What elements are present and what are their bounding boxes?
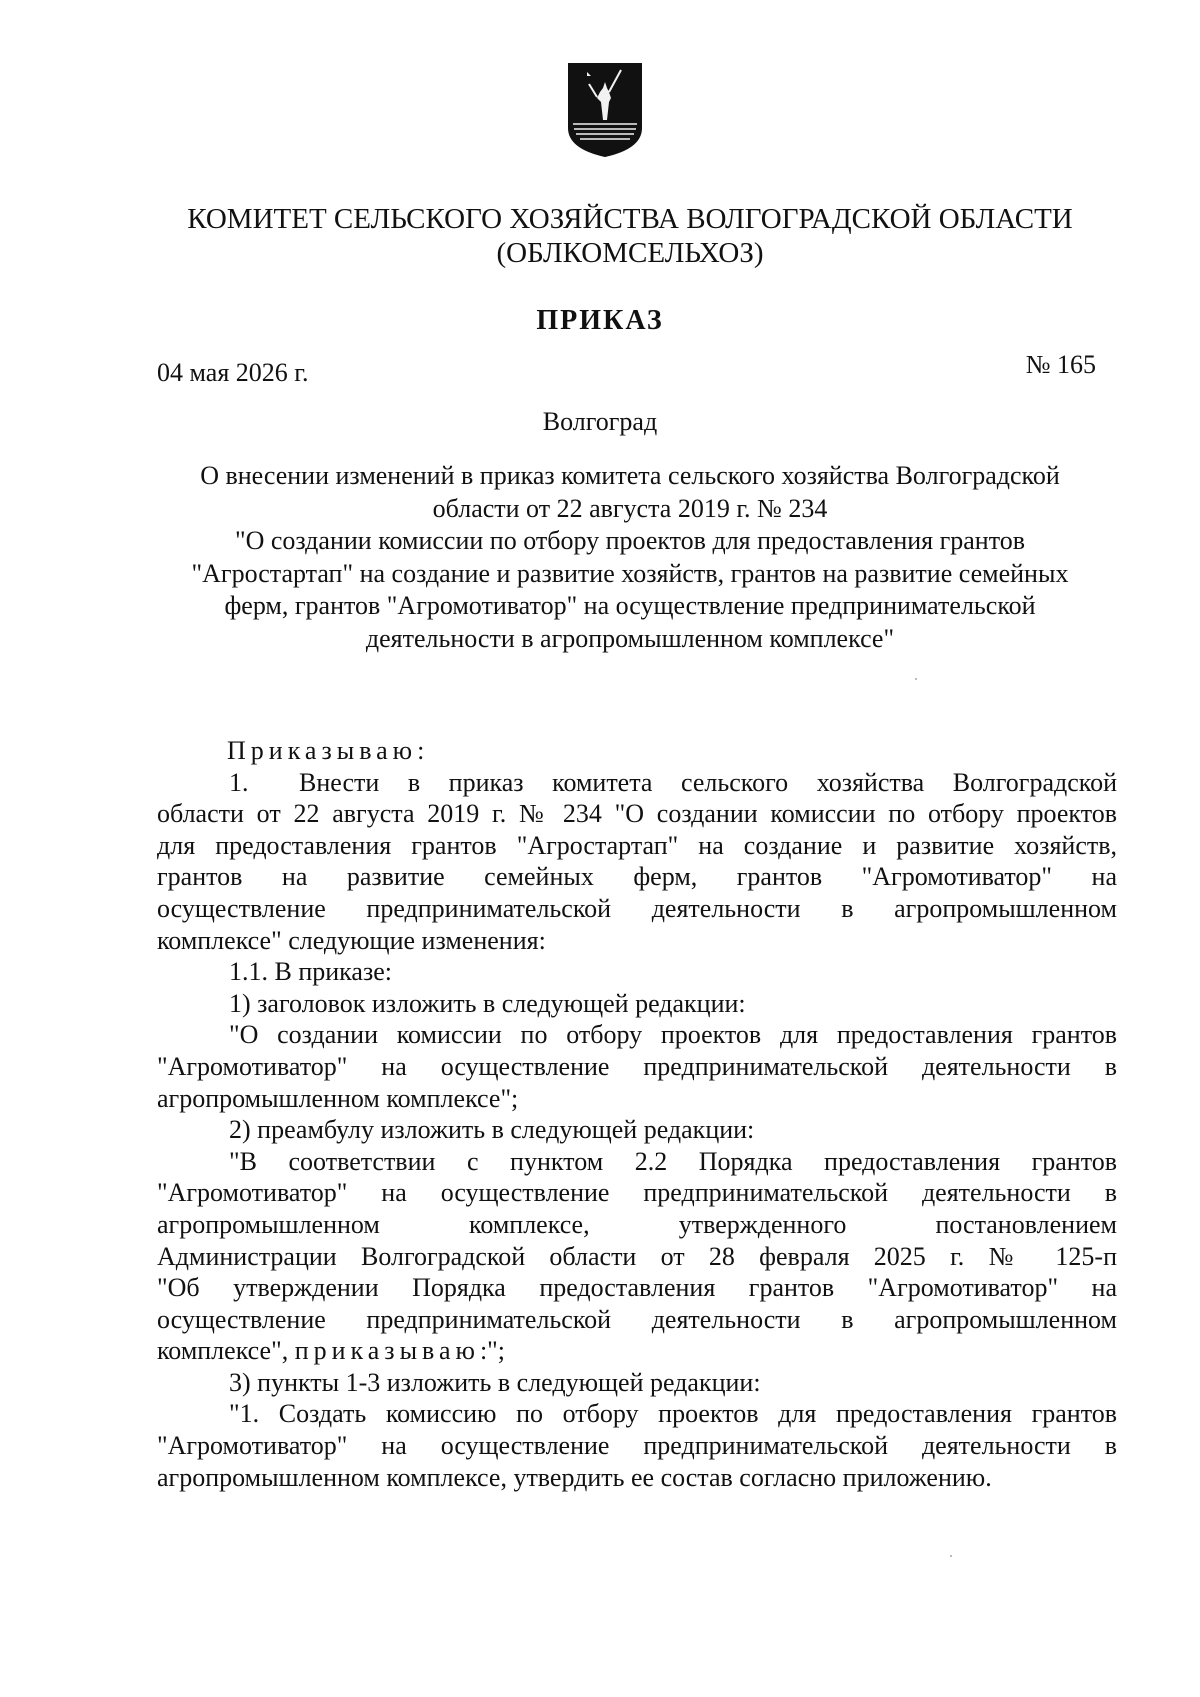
item-2-quote-end: :"; — [479, 1336, 506, 1366]
item-2-quote-line: агропромышленном комплексе, утвержденного постановлением — [157, 1209, 1117, 1239]
document-title: ПРИКАЗ — [536, 305, 664, 336]
document-date: 04 мая 2026 г. — [157, 358, 309, 387]
subject-line: области от 22 августа 2019 г. № 234 — [432, 493, 828, 523]
committee-line-2: (ОБЛКОМСЕЛЬХОЗ) — [496, 237, 764, 269]
paragraph-1-line: осуществление предпринимательской деятельности в агропромышленном — [157, 893, 1117, 923]
paragraph-1-number: 1. — [229, 767, 249, 797]
document-number: № 165 — [1025, 350, 1096, 379]
item-1-quote-line: агропромышленном комплексе"; — [157, 1083, 519, 1113]
document-subject — [130, 460, 1130, 655]
paragraph-1-text: Внести в приказ комитета сельского хозяйства Волгоградской — [299, 767, 1117, 797]
scan-speck — [950, 1555, 952, 1557]
subject-line: ферм, грантов "Агромотиватор" на осуществление предпринимательской — [224, 591, 1036, 620]
subparagraph-1-1: 1.1. В приказе: — [229, 957, 392, 987]
subject-line: О внесении изменений в приказ комитета сельского хозяйства Волгоградской — [200, 461, 1060, 490]
item-2-quote-line: "Агромотиватор" на осуществление предпринимательской деятельности в — [157, 1178, 1117, 1208]
item-3-quote-line: "Агромотиватор" на осуществление предпринимательской деятельности в — [157, 1431, 1117, 1461]
paragraph-1-line: области от 22 августа 2019 г. № 234 "О создании комиссии по отбору проектов — [157, 799, 1117, 829]
item-1-heading: 1) заголовок изложить в следующей редакции: — [229, 988, 746, 1018]
item-3-quote-line: "1. Создать комиссию по отбору проектов для предоставления грантов — [229, 1399, 1117, 1429]
item-2-quote-text: комплексе", — [157, 1336, 295, 1366]
item-2-spaced-word: приказываю — [294, 1336, 480, 1366]
paragraph-1-line: грантов на развитие семейных ферм, грантов "Агромотиватор" на — [157, 862, 1117, 892]
document-body — [157, 735, 1117, 1493]
coat-of-arms-svg — [567, 62, 643, 158]
document-city: Волгоград — [542, 407, 658, 436]
paragraph-1-line: комплексе" следующие изменения: — [157, 925, 546, 955]
item-1-quote-line: "О создании комиссии по отбору проектов для предоставления грантов — [229, 1020, 1117, 1050]
committee-name — [130, 202, 1130, 270]
item-1-quote-line: "Агромотиватор" на осуществление предпринимательской деятельности в — [157, 1051, 1117, 1081]
paragraph-1-line: для предоставления грантов "Агростартап" на создание и развитие хозяйств, — [157, 830, 1117, 860]
subject-line: "О создании комиссии по отбору проектов для предоставления грантов — [234, 526, 1026, 555]
item-2-heading: 2) преамбулу изложить в следующей редакции: — [229, 1115, 755, 1145]
item-2-quote-line: осуществление предпринимательской деятельности в агропромышленном — [157, 1304, 1117, 1334]
paragraph-1-line — [157, 767, 1117, 799]
item-2-quote-line: Администрации Волгоградской области от 28 февраля 2025 г. № 125-п — [157, 1241, 1117, 1271]
subject-line: "Агростартап" на создание и развитие хозяйств, грантов на развитие семейных — [191, 558, 1069, 588]
scan-speck — [915, 678, 917, 680]
item-2-quote-line — [157, 1335, 1117, 1367]
order-word: Приказываю: — [227, 736, 430, 765]
item-2-quote-line: "В соответствии с пунктом 2.2 Порядка предоставления грантов — [229, 1146, 1117, 1176]
coat-of-arms-icon — [567, 62, 643, 158]
subject-line: деятельности в агропромышленном комплексе" — [365, 623, 895, 653]
item-2-quote-line: "Об утверждении Порядка предоставления грантов "Агромотиватор" на — [157, 1273, 1117, 1303]
committee-line-1: КОМИТЕТ СЕЛЬСКОГО ХОЗЯЙСТВА ВОЛГОГРАДСКОЙ ОБЛАСТИ — [187, 203, 1073, 235]
item-3-quote-line: агропромышленном комплексе, утвердить ее состав согласно приложению. — [157, 1462, 992, 1492]
item-3-heading: 3) пункты 1-3 изложить в следующей редакции: — [229, 1367, 761, 1397]
